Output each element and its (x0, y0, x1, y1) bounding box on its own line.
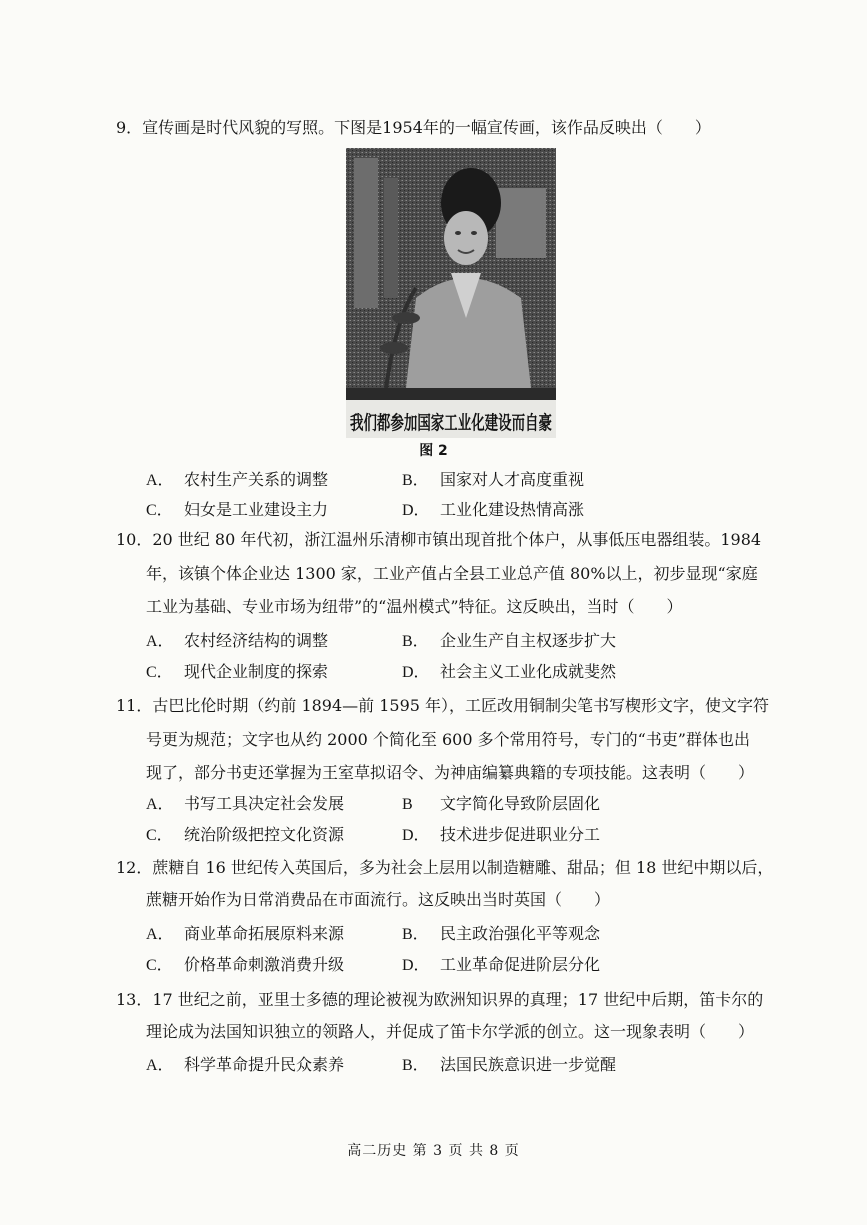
option-text: 商业革命拓展原料来源 (184, 924, 345, 943)
q10-option-a[interactable] (146, 629, 328, 654)
option-text: 农村生产关系的调整 (184, 470, 329, 489)
question-10-line-2: 年，该镇个体企业达 1300 家，工业产值占全县工业总产值 80%以上，初步显现“家庭 (146, 564, 758, 583)
option-text: 国家对人才高度重视 (440, 470, 585, 489)
q11-option-a[interactable] (146, 792, 344, 817)
option-text: 社会主义工业化成就斐然 (440, 662, 617, 681)
question-9-stem: 9．宣传画是时代风貌的写照。下图是1954年的一幅宣传画，该作品反映出（ ） (116, 118, 711, 137)
q11-option-c[interactable] (146, 823, 344, 848)
option-text: 工业革命促进阶层分化 (440, 955, 601, 974)
option-letter: B． (402, 926, 429, 943)
figure-caption: 图 2 (419, 443, 448, 459)
option-letter: A． (146, 633, 174, 650)
q12-option-c[interactable] (146, 953, 344, 978)
q10-option-b[interactable] (402, 629, 616, 654)
option-text: 企业生产自主权逐步扩大 (440, 631, 617, 650)
option-letter: A． (146, 796, 174, 813)
q10-option-d[interactable] (402, 660, 616, 685)
option-letter: C． (146, 664, 173, 681)
option-letter: B． (402, 633, 429, 650)
option-letter: D． (402, 502, 430, 519)
option-letter: A． (146, 472, 174, 489)
option-letter: C． (146, 827, 173, 844)
question-12-line-1: 12．蔗糖自 16 世纪传入英国后，多为社会上层用以制造糖雕、甜品；但 18 世纪中期以后， (116, 858, 774, 877)
option-letter: D． (402, 957, 430, 974)
q11-option-d[interactable] (402, 823, 600, 848)
question-11-line-3: 现了，部分书吏还掌握为王室草拟诏令、为神庙编纂典籍的专项技能。这表明（ ） (146, 763, 755, 782)
option-text: 统治阶级把控文化资源 (184, 825, 345, 844)
option-text: 工业化建设热情高涨 (440, 500, 585, 519)
question-10-line-1: 10．20 世纪 80 年代初，浙江温州乐清柳市镇出现首批个体户，从事低压电器组装。1984 (116, 530, 762, 549)
q9-option-d[interactable] (402, 498, 584, 523)
question-13-line-1: 13．17 世纪之前，亚里士多德的理论被视为欧洲知识界的真理；17 世纪中后期，笛卡尔的 (116, 990, 764, 1009)
option-letter: A． (146, 926, 174, 943)
option-text: 农村经济结构的调整 (184, 631, 329, 650)
option-text: 妇女是工业建设主力 (184, 500, 329, 519)
propaganda-poster-image (346, 148, 636, 438)
option-text: 科学革命提升民众素养 (184, 1055, 345, 1074)
option-text: 书写工具决定社会发展 (184, 794, 345, 813)
option-letter: C． (146, 957, 173, 974)
option-letter: A． (146, 1057, 174, 1074)
q13-option-b[interactable] (402, 1053, 616, 1078)
option-letter: B． (402, 472, 429, 489)
q9-option-a[interactable] (146, 468, 328, 493)
poster-illustration (346, 148, 636, 438)
question-11-line-2: 号更为规范；文字也从约 2000 个简化至 600 多个常用符号，专门的“书吏”群体也出 (146, 730, 750, 749)
q11-option-b[interactable] (402, 792, 600, 817)
q12-option-a[interactable] (146, 922, 344, 947)
q9-option-b[interactable] (402, 468, 584, 493)
question-13-line-2: 理论成为法国知识独立的领路人，并促成了笛卡尔学派的创立。这一现象表明（ ） (146, 1022, 755, 1041)
option-text: 价格革命刺激消费升级 (184, 955, 345, 974)
option-letter: C． (146, 502, 173, 519)
q12-option-b[interactable] (402, 922, 600, 947)
option-letter: D． (402, 664, 430, 681)
option-text: 现代企业制度的探索 (184, 662, 329, 681)
option-text: 民主政治强化平等观念 (440, 924, 601, 943)
option-text: 文字简化导致阶层固化 (440, 794, 601, 813)
q12-option-d[interactable] (402, 953, 600, 978)
option-text: 法国民族意识进一步觉醒 (440, 1055, 617, 1074)
question-12-line-2: 蔗糖开始作为日常消费品在市面流行。这反映出当时英国（ ） (146, 890, 611, 909)
question-11-line-1: 11．古巴比伦时期（约前 1894—前 1595 年），工匠改用铜制尖笔书写楔形文字，使文字符 (116, 696, 770, 715)
question-10-line-3: 工业为基础、专业市场为纽带”的“温州模式”特征。这反映出，当时（ ） (146, 597, 683, 616)
poster-slogan: 我们都参加国家工业化建设而自豪 (350, 412, 636, 434)
q10-option-c[interactable] (146, 660, 328, 685)
option-letter: B． (402, 1057, 429, 1074)
q13-option-a[interactable] (146, 1053, 344, 1078)
option-letter: B (402, 796, 413, 813)
option-letter: D． (402, 827, 430, 844)
page-footer: 高二历史 第 3 页 共 8 页 (347, 1143, 520, 1159)
q9-option-c[interactable] (146, 498, 328, 523)
option-text: 技术进步促进职业分工 (440, 825, 601, 844)
